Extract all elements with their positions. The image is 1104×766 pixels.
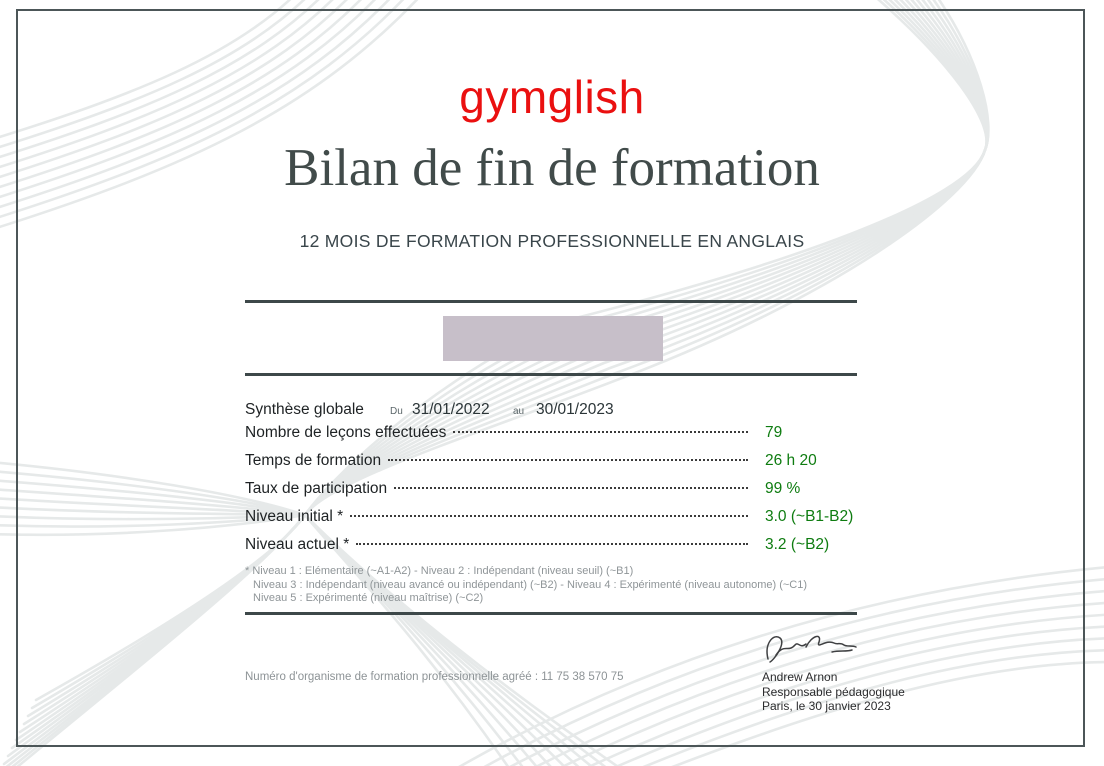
signer-name: Andrew Arnon <box>762 670 838 684</box>
stat-value: 26 h 20 <box>765 452 817 469</box>
dotted-leader <box>394 487 748 489</box>
stat-row-current-level <box>245 536 890 564</box>
stat-value: 3.0 (~B1-B2) <box>765 508 854 525</box>
to-date: 30/01/2023 <box>536 401 614 418</box>
stat-value: 3.2 (~B2) <box>765 536 830 553</box>
stat-row-training-time <box>245 452 890 480</box>
signer-role: Responsable pédagogique <box>762 684 905 699</box>
footnote-line-2: Niveau 3 : Indépendant (niveau avancé ou indépendant) (~B2) - Niveau 4 : Expérimenté (niveau autonome) (~C1) <box>253 578 808 591</box>
stat-label: Temps de formation <box>245 452 382 469</box>
to-label: au <box>513 406 525 417</box>
dotted-leader <box>453 431 748 433</box>
stats-list <box>245 424 890 564</box>
stat-row-initial-level <box>245 508 890 536</box>
dotted-leader <box>388 459 748 461</box>
stat-row-lessons <box>245 424 890 452</box>
footnote-line-3: Niveau 5 : Expérimenté (niveau maîtrise) (~C2) <box>253 592 484 604</box>
divider-under-name <box>245 373 857 376</box>
divider-bottom <box>245 612 857 615</box>
footnote-line-1: * Niveau 1 : Elémentaire (~A1-A2) - Niveau 2 : Indépendant (niveau seuil) (~B1) <box>245 565 634 577</box>
stat-label: Nombre de leçons effectuées <box>245 424 447 441</box>
signature-icon <box>762 629 862 667</box>
signature-block <box>762 629 982 714</box>
dotted-leader <box>356 543 748 545</box>
stat-value: 79 <box>765 424 783 441</box>
gymglish-logo: gymglish <box>459 71 645 123</box>
synthese-row <box>245 401 885 421</box>
level-footnote <box>245 565 885 606</box>
certificate-subtitle: 12 MOIS DE FORMATION PROFESSIONNELLE EN ANGLAIS <box>299 231 805 251</box>
certificate-title: Bilan de fin de formation <box>284 139 820 197</box>
dotted-leader <box>350 515 748 517</box>
org-accreditation-number: Numéro d'organisme de formation professionnelle agréé : 11 75 38 570 75 <box>245 671 624 683</box>
synthese-label: Synthèse globale <box>245 401 364 418</box>
stat-label: Taux de participation <box>245 480 388 497</box>
stat-label: Niveau initial * <box>245 508 344 525</box>
signer-place-date: Paris, le 30 janvier 2023 <box>762 699 891 713</box>
from-date: 31/01/2022 <box>412 401 490 418</box>
stat-label: Niveau actuel * <box>245 536 350 553</box>
stat-value: 99 % <box>765 480 801 497</box>
stat-row-participation <box>245 480 890 508</box>
from-label: Du <box>390 406 403 417</box>
divider-top <box>245 300 857 303</box>
redacted-name-box <box>443 316 663 361</box>
